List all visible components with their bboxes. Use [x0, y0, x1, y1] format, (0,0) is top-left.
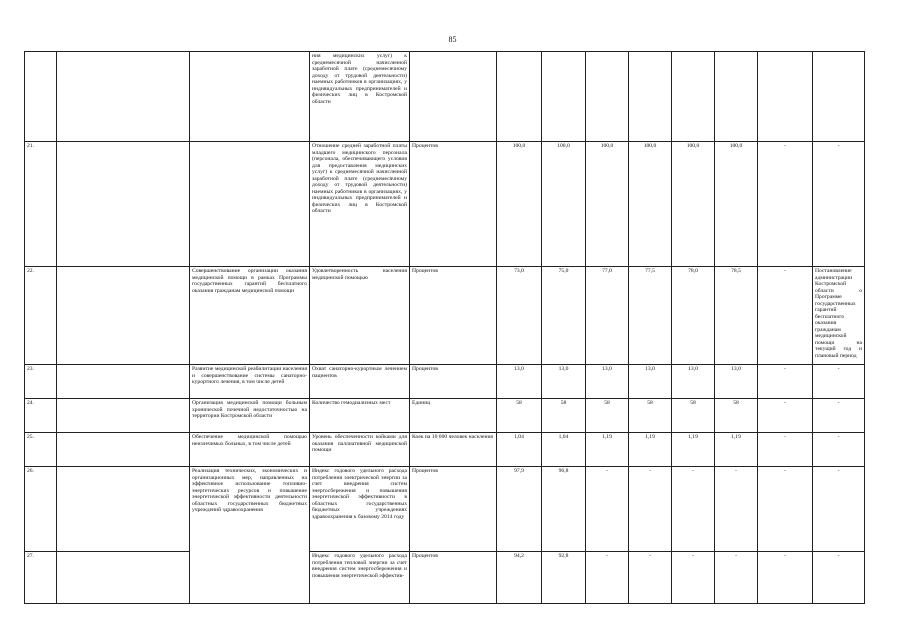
row-number: 24.: [25, 399, 57, 433]
value-cell: 1,04: [542, 433, 586, 467]
table-row: [25, 467, 865, 552]
empty-cell: [57, 142, 190, 267]
empty-cell: [57, 399, 190, 433]
note-cell: -: [813, 467, 865, 552]
dash-cell: -: [758, 552, 813, 604]
dash-cell: -: [758, 365, 813, 399]
note-cell: Постановление администрации Костромской области о Программе государственных гарантий бесплатного оказания гражданам медицинской помощи на текущий год и плановый период: [813, 267, 865, 365]
value-cell: [672, 52, 715, 142]
value-cell: [497, 52, 542, 142]
value-cell: 13,0: [497, 365, 542, 399]
value-cell: 100,0: [586, 142, 629, 267]
dash-cell: -: [758, 267, 813, 365]
indicators-table: [24, 51, 865, 604]
note-cell: -: [813, 552, 865, 604]
unit-cell: Процентов: [410, 142, 497, 267]
value-cell: [629, 52, 672, 142]
value-cell: 100,0: [715, 142, 758, 267]
dash-cell: -: [758, 433, 813, 467]
indicator-cell: Количество гемодиализных мест: [310, 399, 410, 433]
value-cell: 1,19: [586, 433, 629, 467]
indicator-cell: Удовлетворенность населения медицинской помощью: [310, 267, 410, 365]
value-cell: 100,0: [672, 142, 715, 267]
unit-cell: Коек на 10 000 человек населения: [410, 433, 497, 467]
measure-cell: Развитие медицинской реабилитации населения и совершенствование системы санаторно-курортного лечения, в том числе детей: [190, 365, 310, 399]
note-cell: -: [813, 433, 865, 467]
measure-cell: Совершенствование организации оказания медицинской помощи в рамках Программы государственных гарантий бесплатного оказания гражданам медицинской помощи: [190, 267, 310, 365]
indicator-cell: ния медицинских услуг) к среднемесячной начисленной заработной плате (среднемесячному доходу от трудовой деятельности) наемных работников в организациях, у индивидуальных предпринимателей и физических лиц в Костромской области: [310, 52, 410, 142]
value-cell: 75,0: [542, 267, 586, 365]
value-cell: 13,0: [586, 365, 629, 399]
value-cell: 100,0: [542, 142, 586, 267]
value-cell: 77,0: [586, 267, 629, 365]
value-cell: -: [629, 467, 672, 552]
value-cell: 78,0: [672, 267, 715, 365]
row-number: 22.: [25, 267, 57, 365]
value-cell: [715, 52, 758, 142]
table-row: [25, 552, 865, 604]
note-cell: -: [813, 142, 865, 267]
value-cell: -: [586, 552, 629, 604]
value-cell: -: [672, 467, 715, 552]
unit-cell: Процентов: [410, 365, 497, 399]
value-cell: 73,0: [497, 267, 542, 365]
value-cell: 58: [672, 399, 715, 433]
value-cell: -: [672, 552, 715, 604]
value-cell: 58: [629, 399, 672, 433]
value-cell: 77,5: [629, 267, 672, 365]
measure-cell: [190, 142, 310, 267]
dash-cell: -: [758, 399, 813, 433]
table-row: [25, 365, 865, 399]
note-cell: -: [813, 365, 865, 399]
empty-cell: [57, 365, 190, 399]
value-cell: 13,0: [672, 365, 715, 399]
value-cell: 78,5: [715, 267, 758, 365]
value-cell: -: [715, 467, 758, 552]
table-row: [25, 399, 865, 433]
value-cell: 1,19: [629, 433, 672, 467]
measure-cell: Реализация технических, экономических и организационных мер, направленных на эффективное использование топливно-энергетических ресурсов и повышение энергетической эффективности деятельности областных государственных бюджетных учреждений здравоохранения: [190, 467, 310, 604]
value-cell: 58: [586, 399, 629, 433]
table-row: [25, 433, 865, 467]
value-cell: -: [629, 552, 672, 604]
row-number: [25, 52, 57, 142]
row-number: 23.: [25, 365, 57, 399]
table-row: [25, 142, 865, 267]
value-cell: [542, 52, 586, 142]
indicator-cell: Охват санаторно-курортным лечением пациентов: [310, 365, 410, 399]
dash-cell: -: [758, 142, 813, 267]
measure-cell: Обеспечение медицинской помощью неизлечимых больных, в том числе детей: [190, 433, 310, 467]
measure-cell: [190, 52, 310, 142]
empty-cell: [57, 552, 190, 604]
value-cell: 58: [715, 399, 758, 433]
indicator-cell: Отношение средней заработной платы младшего медицинского персонала (персонала, обеспечивающего условия для предоставления медицинских услуг) к среднемесячной начисленной заработной плате (среднемесячному доходу от трудовой деятельности) наемных работников в организациях, у индивидуальных предпринимателей и физических лиц в Костромской области: [310, 142, 410, 267]
empty-cell: [57, 467, 190, 552]
value-cell: [586, 52, 629, 142]
indicator-cell: Индекс годового удельного расхода потребления тепловой энергии за счет внедрения систем энергосбережения и повышения энергетической эффектив-: [310, 552, 410, 604]
row-number: 27.: [25, 552, 57, 604]
note-cell: [813, 52, 865, 142]
unit-cell: [410, 52, 497, 142]
value-cell: 58: [497, 399, 542, 433]
indicator-cell: Индекс годового удельного расхода потребления электрической энергии за счет внедрения систем энергосбережения и повышения энергетической эффективности в областных государственных бюджетных учреждениях здравоохранения к базовому 2014 году: [310, 467, 410, 552]
value-cell: 1,04: [497, 433, 542, 467]
value-cell: 13,0: [715, 365, 758, 399]
value-cell: 100,0: [629, 142, 672, 267]
value-cell: 97,9: [497, 467, 542, 552]
unit-cell: Процентов: [410, 552, 497, 604]
dash-cell: -: [758, 467, 813, 552]
unit-cell: Единиц: [410, 399, 497, 433]
row-number: 25.: [25, 433, 57, 467]
dash-cell: [758, 52, 813, 142]
unit-cell: Процентов: [410, 267, 497, 365]
row-number: 26.: [25, 467, 57, 552]
value-cell: 58: [542, 399, 586, 433]
note-cell: -: [813, 399, 865, 433]
value-cell: -: [586, 467, 629, 552]
value-cell: 1,19: [715, 433, 758, 467]
value-cell: 1,19: [672, 433, 715, 467]
value-cell: 94,2: [497, 552, 542, 604]
unit-cell: Процентов: [410, 467, 497, 552]
value-cell: 13,0: [629, 365, 672, 399]
row-number: 21.: [25, 142, 57, 267]
table-row: [25, 267, 865, 365]
empty-cell: [57, 267, 190, 365]
empty-cell: [57, 52, 190, 142]
indicator-cell: Уровень обеспеченности койками для оказания паллиативной медицинской помощи: [310, 433, 410, 467]
page-number: 85: [448, 35, 457, 44]
table-row: [25, 52, 865, 142]
measure-cell: Организация медицинской помощи больным хронической почечной недостаточностью на территории Костромской области: [190, 399, 310, 433]
value-cell: 96,8: [542, 467, 586, 552]
value-cell: 92,8: [542, 552, 586, 604]
value-cell: -: [715, 552, 758, 604]
empty-cell: [57, 433, 190, 467]
value-cell: 13,0: [542, 365, 586, 399]
value-cell: 100,0: [497, 142, 542, 267]
